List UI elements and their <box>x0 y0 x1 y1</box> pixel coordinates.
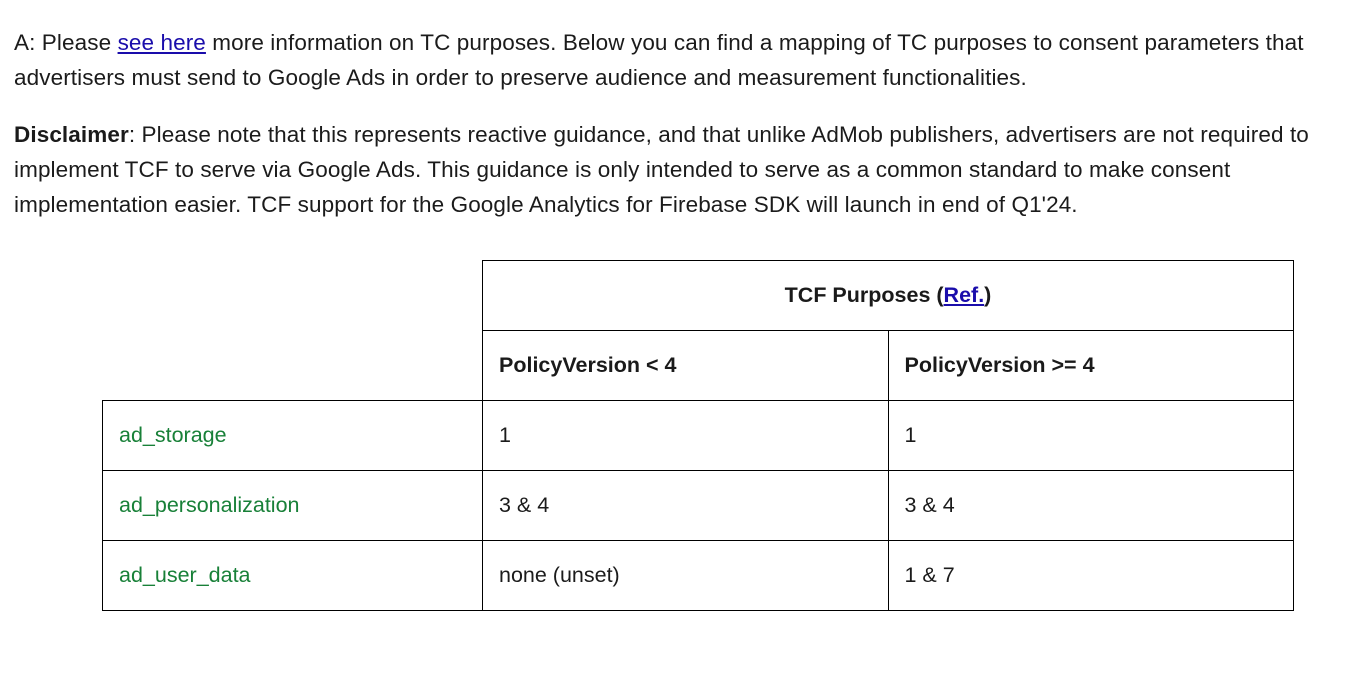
table-row <box>103 471 1294 541</box>
table-header-row-columns <box>103 331 1294 401</box>
cell-ad-personalization-lt4: 3 & 4 <box>483 471 889 541</box>
disclaimer-label: Disclaimer <box>14 122 129 147</box>
disclaimer-paragraph <box>14 117 1332 222</box>
tcf-purposes-text-before: TCF Purposes ( <box>784 283 944 307</box>
cell-ad-user-data-gte4: 1 & 7 <box>888 541 1294 611</box>
see-here-link[interactable]: see here <box>117 29 206 55</box>
cell-ad-storage-gte4: 1 <box>888 401 1294 471</box>
row-label-ad-user-data: ad_user_data <box>103 541 483 611</box>
cell-ad-user-data-lt4: none (unset) <box>483 541 889 611</box>
table-row <box>103 401 1294 471</box>
corner-blank-cell <box>103 261 483 331</box>
corner-blank-cell-2 <box>103 331 483 401</box>
tcf-purposes-header <box>483 261 1294 331</box>
table-header-row-group <box>103 261 1294 331</box>
answer-prefix: A: Please <box>14 29 118 55</box>
cell-ad-personalization-gte4: 3 & 4 <box>888 471 1294 541</box>
column-header-policyversion-lt4: PolicyVersion < 4 <box>483 331 889 401</box>
disclaimer-text: : Please note that this represents reactive guidance, and that unlike AdMob publishers, advertisers are not required to implement TCF to serve via Google Ads. This guidance is only intended to serve as a common standard to make consent implementation easier. TCF support for the Google Analytics for Firebase SDK will launch in end of Q1'24. <box>14 122 1309 217</box>
cell-ad-storage-lt4: 1 <box>483 401 889 471</box>
row-label-ad-personalization: ad_personalization <box>103 471 483 541</box>
table-row <box>103 541 1294 611</box>
ref-link[interactable]: Ref. <box>943 283 985 307</box>
tcf-purposes-table <box>102 260 1294 611</box>
document-page <box>0 23 1346 699</box>
column-header-policyversion-gte4: PolicyVersion >= 4 <box>888 331 1294 401</box>
answer-paragraph <box>14 23 1332 95</box>
tcf-purposes-table-wrap <box>14 260 1332 611</box>
row-label-ad-storage: ad_storage <box>103 401 483 471</box>
answer-rest: more information on TC purposes. Below you can find a mapping of TC purposes to consent parameters that advertisers must send to Google Ads in order to preserve audience and measurement functionalities. <box>14 29 1304 90</box>
tcf-purposes-text-after: ) <box>984 283 992 307</box>
